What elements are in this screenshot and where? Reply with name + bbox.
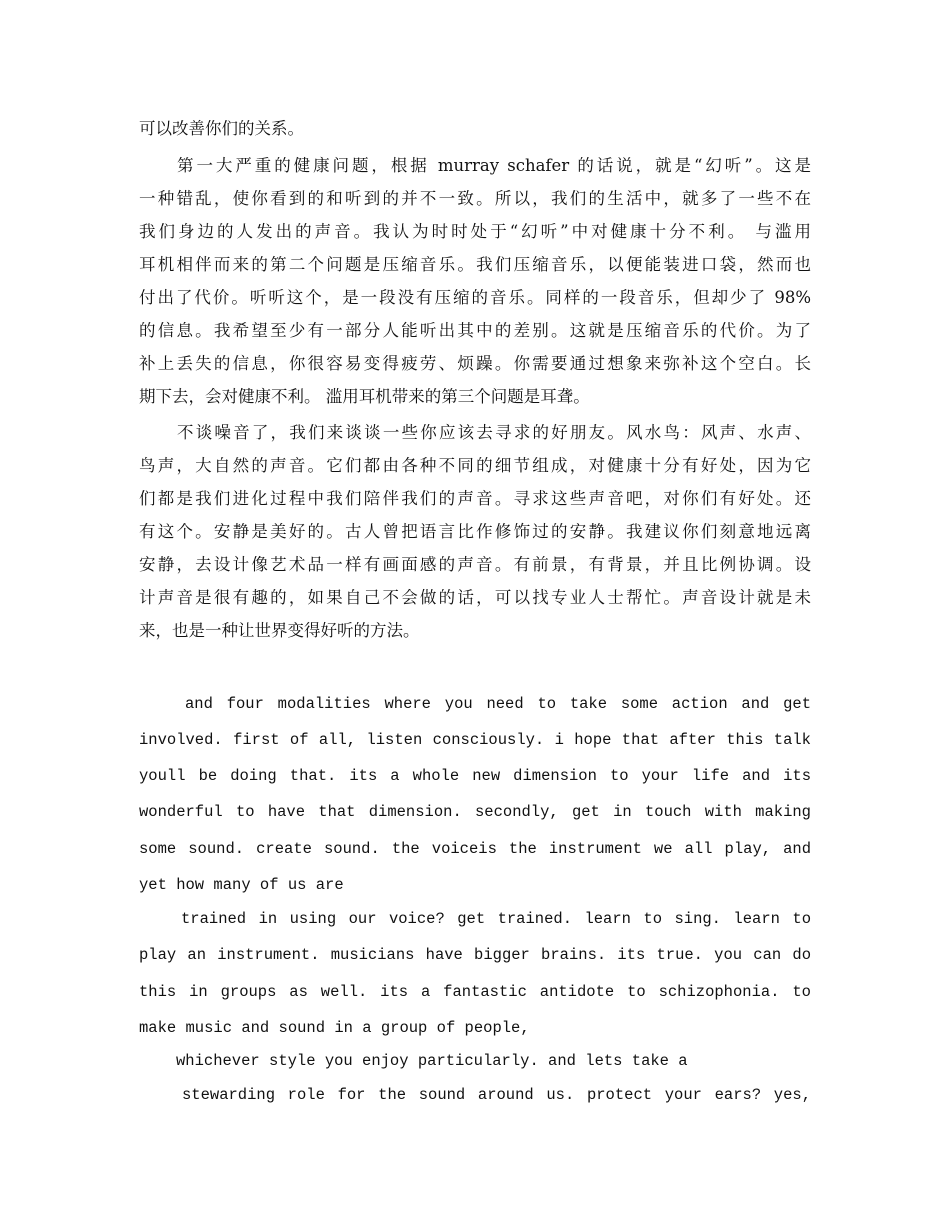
text-line: 们都是我们进化过程中我们陪伴我们的声音。寻求这些声音吧，对你们有好处。还 xyxy=(139,489,811,508)
text-line: 鸟声，大自然的声音。它们都由各种不同的细节组成，对健康十分有好处，因为它 xyxy=(139,456,811,475)
text-line: 的信息。我希望至少有一部分人能听出其中的差别。这就是压缩音乐的代价。为了 xyxy=(139,321,811,340)
text-line: yet how many of us are xyxy=(139,876,344,894)
text-line: 期下去，会对健康不利。 滥用耳机带来的第三个问题是耳聋。 xyxy=(139,387,590,406)
text-line: involved. first of all, listen consciously. i hope that after this talk xyxy=(139,731,811,749)
text-line: stewarding role for the sound around us. protect your ears? yes, xyxy=(182,1086,811,1104)
text-line: and four modalities where you need to take some action and get xyxy=(185,695,811,713)
text-line: 来，也是一种让世界变得好听的方法。 xyxy=(139,621,420,640)
text-line: wonderful to have that dimension. secondly, get in touch with making xyxy=(139,803,811,821)
text-line: 耳机相伴而来的第二个问题是压缩音乐。我们压缩音乐，以便能装进口袋，然而也 xyxy=(139,255,811,274)
text-line: 计声音是很有趣的，如果自己不会做的话，可以找专业人士帮忙。声音设计就是未 xyxy=(139,588,811,607)
text-line: 第一大严重的健康问题，根据 murray schafer 的话说，就是“幻听”。这是 xyxy=(177,156,811,175)
text-line: 有这个。安静是美好的。古人曾把语言比作修饰过的安静。我建议你们刻意地远离 xyxy=(139,522,811,541)
text-line: 付出了代价。听听这个，是一段没有压缩的音乐。同样的一段音乐，但却少了 98% xyxy=(139,288,811,307)
text-line: 可以改善你们的关系。 xyxy=(139,119,304,138)
text-line: some sound. create sound. the voiceis the instrument we all play, and xyxy=(139,840,811,858)
text-line: 我们身边的人发出的声音。我认为时时处于“幻听”中对健康十分不利。 与滥用 xyxy=(139,222,811,241)
text-line: trained in using our voice? get trained. learn to sing. learn to xyxy=(181,910,811,928)
text-line: 一种错乱，使你看到的和听到的并不一致。所以，我们的生活中，就多了一些不在 xyxy=(139,189,811,208)
text-line: make music and sound in a group of people, xyxy=(139,1019,530,1037)
text-line: whichever style you enjoy particularly. and lets take a xyxy=(176,1052,688,1070)
text-line: this in groups as well. its a fantastic antidote to schizophonia. to xyxy=(139,983,811,1001)
text-line: 补上丢失的信息，你很容易变得疲劳、烦躁。你需要通过想象来弥补这个空白。长 xyxy=(139,354,811,373)
text-line: 安静，去设计像艺术品一样有画面感的声音。有前景，有背景，并且比例协调。设 xyxy=(139,555,811,574)
text-line: play an instrument. musicians have bigger brains. its true. you can do xyxy=(139,946,811,964)
text-line: youll be doing that. its a whole new dimension to your life and its xyxy=(139,767,811,785)
text-line: 不谈噪音了，我们来谈谈一些你应该去寻求的好朋友。风水鸟：风声、水声、 xyxy=(177,423,811,442)
